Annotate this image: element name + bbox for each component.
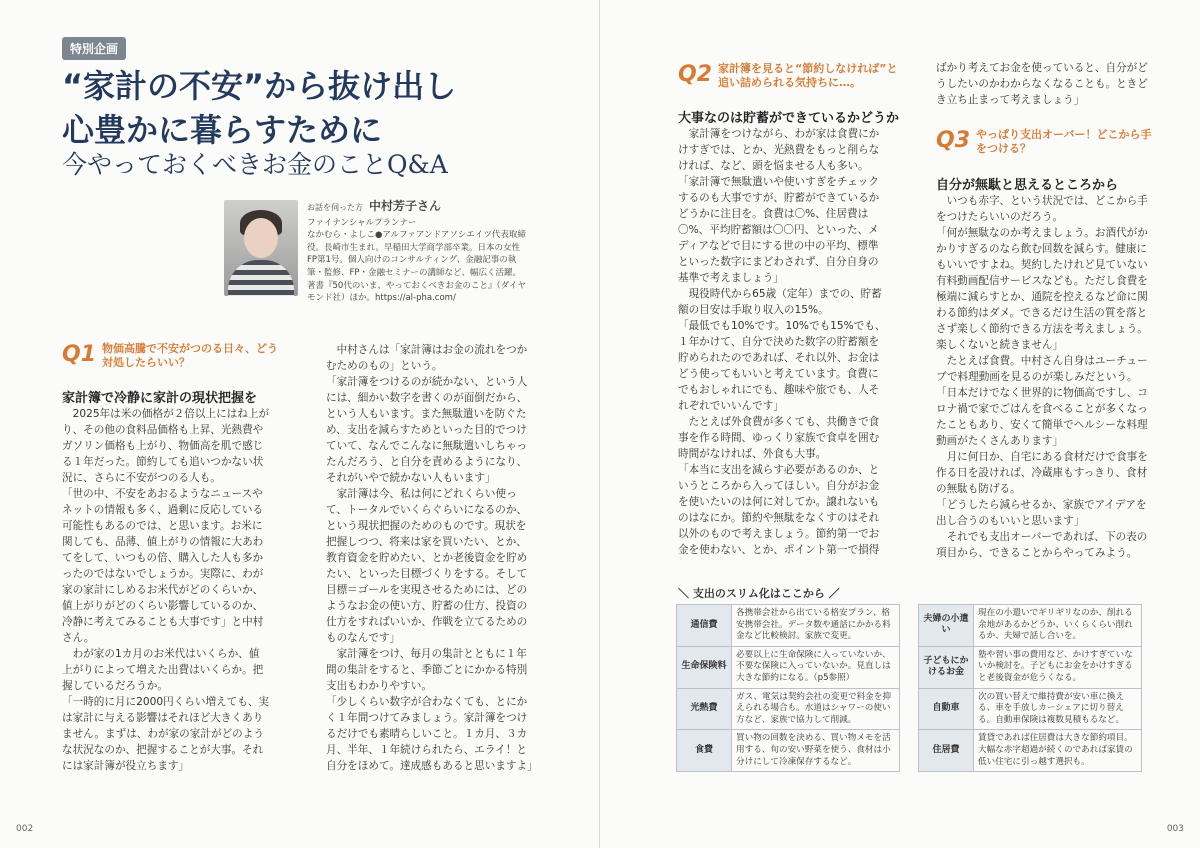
profile-lead: お話を伺った方 bbox=[307, 203, 363, 212]
q3-number: Q3 bbox=[936, 128, 971, 153]
tips-value: 買い物の回数を決める、買い物メモを活用する、旬の安い野菜を使う、食材は小分けにして冷凍保存するなど。 bbox=[732, 730, 900, 772]
tips-value: 塾や習い事の費用など、かけすぎていないか検討を。子どもにお金をかけすぎると老後資金が危うくなる。 bbox=[974, 646, 1142, 688]
tips-title: ＼ 支出のスリム化はここから ／ bbox=[678, 587, 840, 600]
q3-p6: 「どうしたら減らせるか、家族でアイデアを出し合うのもいいと思います」 bbox=[936, 499, 1147, 527]
q1-c1-p3: わが家の1カ月のお米代はいくらか、値上がりによって増えた出費はいくらか。把握しているだろうか。 bbox=[62, 648, 264, 692]
tips-value: 各携帯会社から出ている格安プラン、格安携帯会社。データ数や通話にかかる料金など比較検討。家族で変更。 bbox=[732, 605, 900, 647]
q3-p7: それでも支出オーバーであれば、下の表の項目から、できることからやってみよう。 bbox=[936, 531, 1148, 559]
table-row bbox=[677, 730, 900, 772]
tips-value: 必要以上に生命保険に入っていないか、不要な保険に入っていないか。見直しは大きな節約になる。（p5参照） bbox=[732, 646, 900, 688]
q2-continued bbox=[936, 60, 1148, 108]
q2-p2: 「家計簿で無駄遣いや使いすぎをチェックするのも大事ですが、貯蓄ができているかどうかに注目を。食費は〇%、住居費は〇%、平均貯蓄額は〇〇円、といった、メディアなどで目にする世の中の平均、標準といった数字にまどわされず、自分自身の基準で考えましょう」 bbox=[678, 176, 880, 284]
q3-subheading: 自分が無駄と思えるところから bbox=[936, 178, 1119, 193]
headline-subtitle: 今やっておくべきお金のことQ&A bbox=[62, 150, 448, 179]
table-row bbox=[919, 688, 1142, 730]
q3-column bbox=[936, 193, 1148, 561]
tips-key: 子どもにかけるお金 bbox=[919, 646, 974, 688]
q1-question: 物価高騰で不安がつのる日々、どう対処したらいい？ bbox=[102, 342, 279, 369]
q1-c2-p2: 「家計簿をつけるのが続かない、という人には、細かい数字を書くのが面倒だから、という人もいます。また無駄遣いを防ぐため、支出を減らすためといった目的でつけていて、なんでこんなに無駄遣いしちゃったんだろう、と自分を責めるようになり、それがいやで続かない人もいます」 bbox=[326, 376, 528, 484]
q2-p3: 現役時代から65歳（定年）までの、貯蓄額の目安は手取り収入の15%。 bbox=[678, 288, 882, 316]
q2-p4: 「最低でも10%です。10%でも15%でも、１年かけて、自分で決めた数字の貯蓄額を貯められたのであれば、それ以外、お金はどう使ってもいいと考えています。食費にでもおしゃれにでも、趣味や旅でも、人それぞれでいいんです」 bbox=[678, 320, 886, 412]
q3-heading bbox=[936, 128, 1156, 156]
feature-tag: 特別企画 bbox=[62, 37, 126, 60]
tips-key: 通信費 bbox=[677, 605, 732, 647]
q1-heading bbox=[62, 342, 282, 370]
headline bbox=[62, 64, 456, 152]
tips-value: 賃貸であれば住居費は大きな節約項目。大幅な赤字超過が続くのであれば家賃の低い住宅に引っ越す選択も。 bbox=[974, 730, 1142, 772]
tips-value: ガス、電気は契約会社の変更で料金を抑えられる場合も。水道はシャワーの使い方など、家族で協力して削減。 bbox=[732, 688, 900, 730]
page-number-right: 003 bbox=[1166, 824, 1184, 834]
tips-table-right bbox=[918, 604, 1142, 772]
q1-c2-p3: 家計簿は今、私は何にどれくらい使って、トータルでいくらぐらいになるのか、という現状把握のためのものです。現状を把握しつつ、将来は家を買いたい、とか、教育資金を貯めたい、とか老後資金を貯めたい、といった目標づくりをする。そして目標＝ゴールを実現させるためには、どのようなお金の使い方、貯蓄の仕方、投資の仕方をすればいいか、作戦を立てるためのものなんです」 bbox=[326, 488, 528, 644]
q1-c2-p1: 中村さんは「家計簿はお金の流れをつかむためのもの」という。 bbox=[326, 344, 528, 372]
q2-p5: たとえば外食費が多くても、共働きで食事を作る時間、ゆっくり家族で食卓を囲む時間がなければ、外食も大事。 bbox=[678, 416, 880, 460]
q1-c1-p4: 「一時的に月に2000円くらい増えても、実は家計に与える影響はそれほど大きくありません。まずは、わが家の家計がどのような状況なのか、把握することが大事。それには家計簿が役立ちます」 bbox=[62, 696, 270, 772]
q1-column-1 bbox=[62, 406, 270, 774]
q2-subheading: 大事なのは貯蓄ができているかどうか bbox=[678, 111, 900, 126]
q1-c2-p4: 家計簿をつけ、毎月の集計とともに１年間の集計をすると、季節ごとにかかる特別支出もわかりやすい。 bbox=[326, 648, 528, 692]
tips-key: 生命保険料 bbox=[677, 646, 732, 688]
q3-p3: たとえば食費。中村さん自身はユーチューブで料理動画を見るのが楽しみだという。 bbox=[936, 355, 1148, 383]
tips-table-left bbox=[676, 604, 900, 772]
q3-p2: 「何が無駄なのか考えましょう。お酒代がかかりすぎるのなら飲む回数を減らす。健康にもいいですよね。契約したけれど見ていない有料動画配信サービスなども。ただし食費を極端に減らすとか、通院を控えるなど命に関わる節約はダメ。できるだけ生活の質を落とさず楽しく節約できる方法を考えましょう。楽しくないと続きません」 bbox=[936, 227, 1148, 351]
tips-value: 現在の小遣いでギリギリなのか、削れる余地があるかどうか、いくらくらい削れるか、夫婦で話し合いを。 bbox=[974, 605, 1142, 647]
tips-key: 食費 bbox=[677, 730, 732, 772]
table-row bbox=[919, 730, 1142, 772]
profile-bio: なかむら・よしこ●アルファアンドアソシエイツ代表取締役。長崎市生まれ。早稲田大学商学部卒業。日本の女性FP第1号。個人向けのコンサルティング、金融記事の執筆・監修、FP・金融セミナーの講師など、幅広く活躍。著書『50代のいま、やっておくべきお金のこと』（ダイヤモンド社）ほか。https://al-pha.com/ bbox=[307, 230, 526, 304]
table-row bbox=[677, 605, 900, 647]
q2-p6: 「本当に支出を減らす必要があるのか、というところから入ってほしい。自分がお金を使いたいのは何に対してか。譲れないものはなにか。節約や無駄をなくすのはそれ以外のもので考えましょう。節約第一でお金を使わない、とか、ポイント第一で損得 bbox=[678, 464, 880, 556]
q1-c1-p1: 2025年は米の価格が２倍以上にはね上がり、その他の食料品価格も上昇、光熱費やガソリン価格も上がり、物価高を肌で感じる１年だった。節約しても追いつかない状況に、さらに不安がつのる人も。 bbox=[62, 408, 270, 484]
q1-column-2 bbox=[326, 342, 538, 774]
profile-name: 中村芳子さん bbox=[369, 199, 442, 213]
q3-p4: 「日本だけでなく世界的に物価高ですし、コロナ禍で家でごはんを食べることが多くなったこともあり、安くて簡単でヘルシーな料理動画がたくさんあります」 bbox=[936, 387, 1148, 447]
table-row bbox=[919, 605, 1142, 647]
tips-key: 光熱費 bbox=[677, 688, 732, 730]
tips-key: 夫婦の小遣い bbox=[919, 605, 974, 647]
q1-number: Q1 bbox=[62, 342, 97, 367]
q2-number: Q2 bbox=[678, 62, 713, 87]
q1-c2-p5: 「少しくらい数字が合わなくても、とにかく１年間つけてみましょう。家計簿をつけるだけでも素晴らしいこと。１カ月、３カ月、半年、１年続けられたら、エライ！と自分をほめて。達成感もあると思いますよ」 bbox=[326, 696, 538, 772]
headline-line-1: “家計の不安”から抜け出し bbox=[62, 67, 457, 105]
q3-p1: いつも赤字、という状況では、どこから手をつけたらいいのだろう。 bbox=[936, 195, 1148, 223]
photo-face bbox=[244, 218, 278, 258]
tips-value: 次の買い替えで維持費が安い車に換える、車を手放しカーシェアに切り替える。自動車保険は複数見積もるなど。 bbox=[974, 688, 1142, 730]
q3-question: やっぱり支出オーバー！どこから手をつける？ bbox=[976, 128, 1152, 155]
table-row bbox=[919, 646, 1142, 688]
table-row bbox=[677, 688, 900, 730]
table-row bbox=[677, 646, 900, 688]
q2-continued-text: ばかり考えてお金を使っていると、自分がどうしたいのかわからなくなることも。ときどき立ち止まって考えましょう」 bbox=[936, 62, 1148, 106]
page-number-left: 002 bbox=[16, 824, 34, 834]
q3-p5: 月に何日か、自宅にある食材だけで食事を作る日を設ければ、冷蔵庫もすっきり、食材の無駄も防げる。 bbox=[936, 451, 1148, 495]
profile-role: ファイナンシャルプランナー bbox=[307, 217, 417, 228]
headline-line-2: 心豊かに暮らすために bbox=[62, 111, 383, 149]
expert-photo bbox=[224, 200, 298, 296]
q2-column bbox=[678, 126, 886, 558]
q2-heading bbox=[678, 62, 908, 90]
q1-c1-p2: 「世の中、不安をあおるようなニュースやネットの情報も多く、過剰に反応している可能性もあるのでは、と思います。お米に関しても、品薄、値上がりの情報に大あわてをして、いつもの倍、購入した人も多かったのではないでしょうか。実際に、わが家の家計にしめるお米代がどのくらいか、値上がりがどのくらい影響しているのか、冷静に考えてみることも大事です」と中村さん。 bbox=[62, 488, 264, 644]
q2-p1: 家計簿をつけながら、わが家は食費にかけすぎでは、とか、光熱費をもっと削らなければ、など、頭を悩ませる人も多い。 bbox=[678, 128, 880, 172]
q1-subheading: 家計簿で冷静に家計の現状把握を bbox=[62, 391, 258, 406]
photo-body bbox=[228, 260, 294, 296]
expert-profile bbox=[307, 200, 529, 305]
q2-question: 家計簿を見ると“節約しなければ”と追い詰められる気持ちに…。 bbox=[718, 62, 898, 89]
tips-key: 住居費 bbox=[919, 730, 974, 772]
tips-key: 自動車 bbox=[919, 688, 974, 730]
